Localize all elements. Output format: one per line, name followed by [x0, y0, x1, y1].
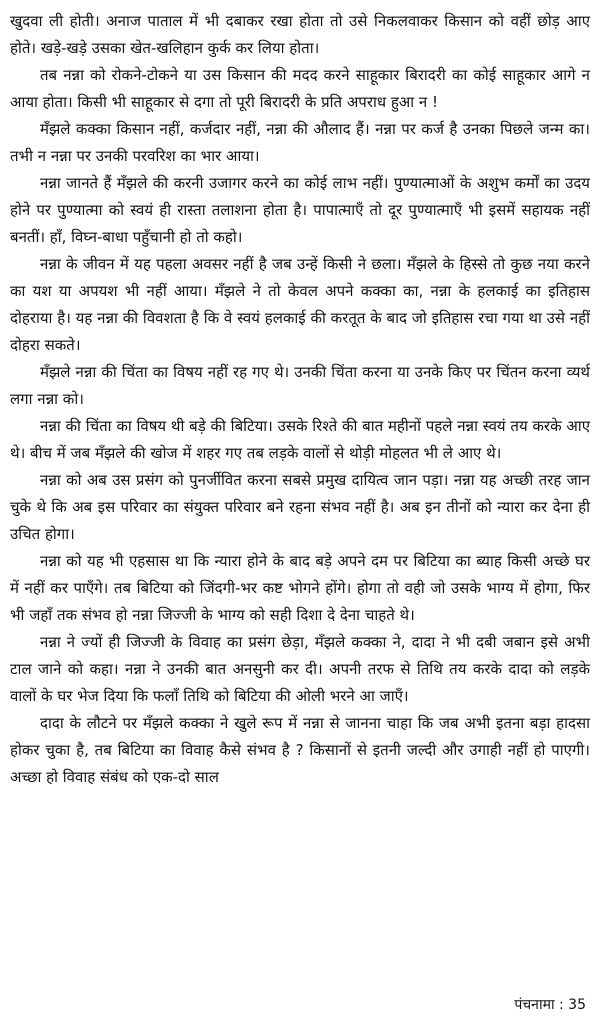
paragraph-1: खुदवा ली होती। अनाज पाताल में भी दबाकर रखा होता तो उसे निकलवाकर किसान को वहीं छोड़ आए होते। खड़े-खड़े उसका खेत-खलिहान कुर्क कर लिया होता।	[10, 12, 590, 57]
paragraph-11: दादा के लौटने पर मँझले कक्का ने खुले रूप में नन्ना से जानना चाहा कि जब अभी इतना बड़ा हादसा होकर चुका है, तब बिटिया का विवाह कैसे संभव है ? किसानों से इतनी जल्दी और उगाही नहीं हो पाएगी। अच्छा हो विवाह संबंध को एक-दो साल	[10, 714, 590, 786]
paragraph-3: मँझले कक्का किसान नहीं, कर्जदार नहीं, नन्ना की औलाद हैं। नन्ना पर कर्ज है उनका पिछले जन्म का। तभी न नन्ना पर उनकी परवरिश का भार आया।	[10, 120, 590, 165]
paragraph-10: नन्ना ने ज्यों ही जिज्जी के विवाह का प्रसंग छेड़ा, मँझले कक्का ने, दादा ने भी दबी जबान इसे अभी टाल जाने को कहा। नन्ना ने उनकी बात अनसुनी कर दी। अपनी तरफ से तिथि तय करके दादा को लड़के वालों के घर भेज दिया कि फलाँ तिथि को बिटिया की ओली भरने आ जाएँ।	[10, 633, 590, 705]
page-body-text	[10, 8, 590, 791]
paragraph-5: नन्ना के जीवन में यह पहला अवसर नहीं है जब उन्हें किसी ने छला। मँझले के हिस्से तो कुछ नया करने का यश या अपयश भी नहीं आया। मँझले ने तो केवल अपने कक्का का, नन्ना के हलकाई का इतिहास दोहराया है। यह नन्ना की विवशता है कि वे स्वयं हलकाई की करतूत के बाद जो इतिहास रचा गया था उसे नहीं दोहरा सकते।	[10, 255, 590, 354]
paragraph-6: मँझले नन्ना की चिंता का विषय नहीं रह गए थे। उनकी चिंता करना या उनके किए पर चिंतन करना व्यर्थ लगा नन्ना को।	[10, 363, 590, 408]
paragraph-9: नन्ना को यह भी एहसास था कि न्यारा होने के बाद बड़े अपने दम पर बिटिया का ब्याह किसी अच्छे घर में नहीं कर पाएँगे। तब बिटिया को जिंदगी-भर कष्ट भोगने होंगे। होगा तो वही जो उसके भाग्य में होगा, फिर भी जहाँ तक संभव हो नन्ना जिज्जी के भाग्य को सही दिशा दे देना चाहते थे।	[10, 552, 590, 624]
paragraph-7: नन्ना की चिंता का विषय थी बड़े की बिटिया। उसके रिश्ते की बात महीनों पहले नन्ना स्वयं तय करके आए थे। बीच में जब मँझले की खोज में शहर गए तब लड़के वालों से थोड़ी मोहलत भी ले आए थे।	[10, 417, 590, 462]
paragraph-8: नन्ना को अब उस प्रसंग को पुनर्जीवित करना सबसे प्रमुख दायित्व जान पड़ा। नन्ना यह अच्छी तरह जान चुके थे कि अब इस परिवार का संयुक्त परिवार बने रहना संभव नहीं है। अब इन तीनों को न्यारा कर देना ही उचित होगा।	[10, 471, 590, 543]
paragraph-4: नन्ना जानते हैं मँझले की करनी उजागर करने का कोई लाभ नहीं। पुण्यात्माओं के अशुभ कर्मों का उदय होने पर पुण्यात्मा को स्वयं ही रास्ता तलाशना होता है। पापात्माएँ तो दूर पुण्यात्माएँ भी इसमें सहायक नहीं बनतीं। हाँ, विघ्न-बाधा पहुँचानी हो तो कहो।	[10, 174, 590, 246]
page-footer-label: पंचनामा : 35	[514, 997, 586, 1013]
paragraph-2: तब नन्ना को रोकने-टोकने या उस किसान की मदद करने साहूकार बिरादरी का कोई साहूकार आगे न आया होता। किसी भी साहूकार से दगा तो पूरी बिरादरी के प्रति अपराध हुआ न !	[10, 66, 590, 111]
